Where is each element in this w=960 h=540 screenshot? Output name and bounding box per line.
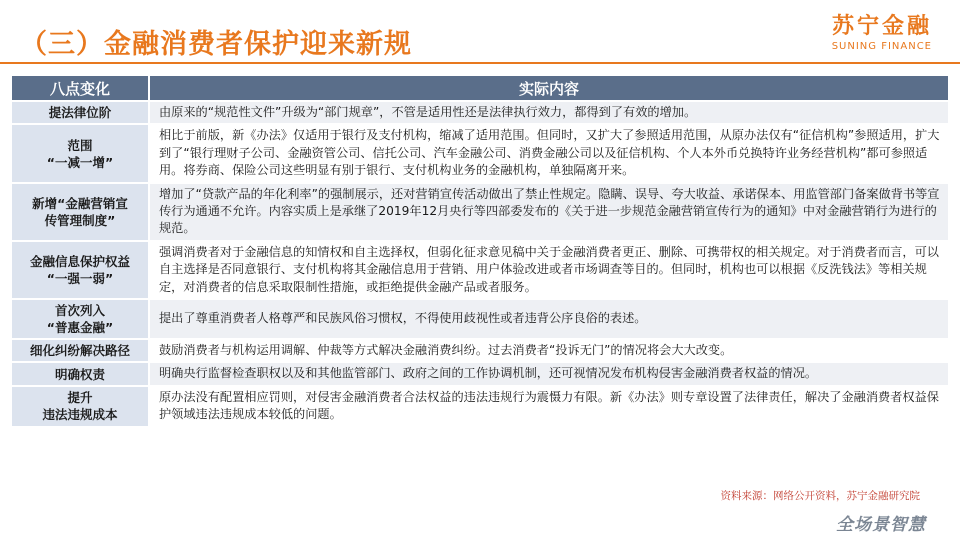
- row-key-line: 范围: [67, 137, 93, 153]
- header-actual-content: 实际内容: [150, 76, 948, 100]
- row-key-cell: [12, 125, 150, 181]
- row-value-cell: 鼓励消费者与机构运用调解、仲裁等方式解决金融消费纠纷。过去消费者“投诉无门”的情况将会大大改变。: [150, 340, 948, 361]
- row-value-cell: 明确央行监督检查职权以及和其他监管部门、政府之间的工作协调机制，还可视情况发布机构侵害金融消费者权益的情况。: [150, 363, 948, 384]
- row-key-cell: [12, 300, 150, 338]
- row-key-cell: [12, 387, 150, 426]
- table-row: [12, 300, 948, 338]
- table-row: [12, 363, 948, 384]
- row-key-line: 新增“金融营销宣: [32, 195, 128, 211]
- logo-cn-text: 苏宁金融: [831, 14, 932, 39]
- row-key-line: “一减一增”: [46, 154, 114, 170]
- row-key-line: 金融信息保护权益: [29, 253, 130, 269]
- row-key-line: 明确权责: [54, 366, 105, 382]
- row-value-cell: 相比于前版，新《办法》仅适用于银行及支付机构，缩减了适用范围。但同时，又扩大了参照适用范围，从原办法仅有“征信机构”参照适用，扩大到了“银行理财子公司、金融资管公司、信托公司、汽车金融公司、消费金融公司以及征信机构、个人本外币兑换特许业务经营机构”都可参照适用。将券商、保险公司这些明显有别于银行、支付机构业务的金融机构，单独隔离开来。: [150, 125, 948, 181]
- row-key-cell: [12, 242, 150, 298]
- table-body: [12, 102, 948, 426]
- row-key-cell: [12, 184, 150, 240]
- table-row: [12, 387, 948, 426]
- table-row: [12, 102, 948, 123]
- row-value-cell: 提出了尊重消费者人格尊严和民族风俗习惯权，不得使用歧视性或者违背公序良俗的表述。: [150, 300, 948, 338]
- title-divider: [0, 62, 960, 64]
- row-key-cell: [12, 102, 150, 123]
- table-row: [12, 184, 948, 240]
- row-key-line: 提升: [67, 390, 93, 406]
- suning-finance-logo: [832, 14, 932, 54]
- row-key-line: 细化纠纷解决路径: [29, 343, 130, 359]
- brand-slogan: 全场景智慧: [836, 515, 926, 535]
- row-key-line: 违法违规成本: [42, 407, 118, 423]
- row-key-line: 首次列入: [54, 303, 105, 319]
- row-value-cell: 由原来的“规范性文件”升级为“部门规章”，不管是适用性还是法律执行效力，都得到了有效的增加。: [150, 102, 948, 123]
- row-value-cell: 原办法没有配置相应罚则，对侵害金融消费者合法权益的违法违规行为震慑力有限。新《办法》则专章设置了法律责任，解决了金融消费者权益保护领域违法违规成本较低的问题。: [150, 387, 948, 426]
- table-row: [12, 242, 948, 298]
- row-key-line: 提法律位阶: [48, 105, 112, 121]
- row-key-line: “普惠金融”: [46, 320, 114, 336]
- changes-table: [12, 74, 948, 428]
- header-change-points: 八点变化: [12, 76, 150, 100]
- page-title: （三）金融消费者保护迎来新规: [20, 29, 412, 60]
- row-key-cell: [12, 340, 150, 361]
- row-key-line: “一强一弱”: [46, 270, 114, 286]
- row-value-cell: 增加了“贷款产品的年化利率”的强制展示，还对营销宣传活动做出了禁止性规定。隐瞒、误导、夸大收益、承诺保本、用监管部门备案做背书等宣传行为通通不允许。内容实质上是承继了2019年12月央行等四部委发布的《关于进一步规范金融营销宣传行为的通知》中对金融营销行为进行的规范。: [150, 184, 948, 240]
- table-row: [12, 340, 948, 361]
- row-key-cell: [12, 363, 150, 384]
- logo-en-text: SUNING FINANCE: [831, 41, 932, 52]
- table-row: [12, 125, 948, 181]
- row-value-cell: 强调消费者对于金融信息的知情权和自主选择权，但弱化征求意见稿中关于金融消费者更正、删除、可携带权的相关规定。对于消费者而言，可以自主选择是否同意银行、支付机构将其金融信息用于营销、用户体验改进或者市场调查等目的。但同时，机构也可以根据《反洗钱法》等相关规定，对消费者的信息采取限制性措施，或拒绝提供金融产品或者服务。: [150, 242, 948, 298]
- row-key-line: 传管理制度”: [44, 212, 116, 228]
- source-note: 资料来源：网络公开资料，苏宁金融研究院: [720, 490, 920, 502]
- table-header-row: [12, 76, 948, 100]
